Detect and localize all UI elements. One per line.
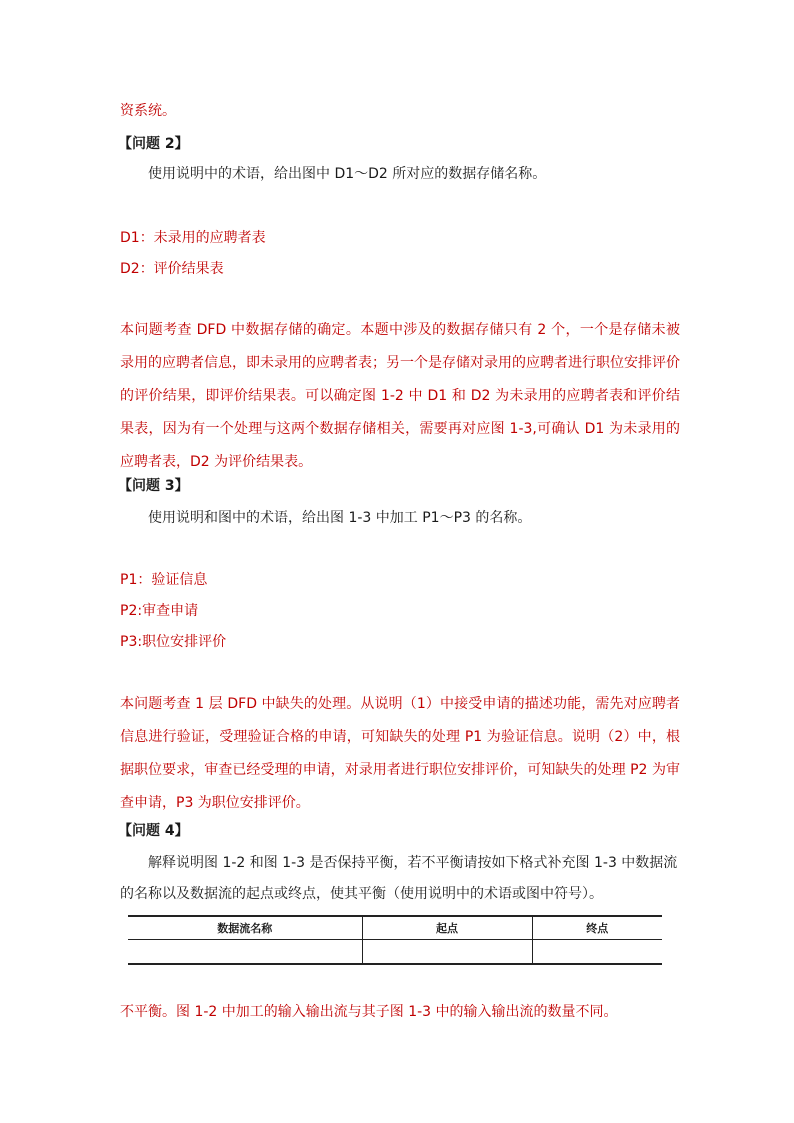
- question-4-text-line1: 解释说明图 1-2 和图 1-3 是否保持平衡，若不平衡请按如下格式补充图 1-3 中数据流: [148, 855, 678, 871]
- question-4-heading: 【问题 4】: [118, 823, 189, 839]
- column-header-start: 起点: [362, 916, 532, 940]
- column-header-flow-name: 数据流名称: [128, 916, 362, 940]
- table-cell: [532, 940, 662, 965]
- table-row: [128, 940, 662, 965]
- answer-3-p2: P2:审查申请: [120, 603, 199, 619]
- table-header-row: [128, 916, 662, 940]
- answer-3-p1: P1：验证信息: [120, 572, 208, 588]
- question-4-text-line2: 的名称以及数据流的起点或终点，使其平衡（使用说明中的术语或图中符号）。: [120, 886, 603, 902]
- column-header-end: 终点: [532, 916, 662, 940]
- explanation-2: 本问题考查 DFD 中数据存储的确定。本题中涉及的数据存储只有 2 个，一个是存储未被录用的应聘者信息，即未录用的应聘者表；另一个是存储对录用的应聘者进行职位安排评价的评价结果，即评价结果表。可以确定图 1-2 中 D1 和 D2 为未录用的应聘者表和评价结果表，因为有一个处理与这两个数据存储相关，需要再对应图 1-3,可确认 D1 为未录用的应聘者表，D2 为评价结果表。: [120, 322, 680, 470]
- answer-3-p3: P3:职位安排评价: [120, 634, 227, 650]
- question-3-heading: 【问题 3】: [118, 478, 189, 494]
- explanation-3: 本问题考查 1 层 DFD 中缺失的处理。从说明（1）中接受申请的描述功能，需先对应聘者信息进行验证，受理验证合格的申请，可知缺失的处理 P1 为验证信息。说明（2）中，根据职位要求，审查已经受理的申请，对录用者进行职位安排评价，可知缺失的处理 P2 为审查申请，P3 为职位安排评价。: [120, 696, 680, 811]
- question-2-text: 使用说明中的术语，给出图中 D1～D2 所对应的数据存储名称。: [148, 166, 547, 182]
- answer-2-d1: D1：未录用的应聘者表: [120, 230, 266, 246]
- data-flow-table: [128, 915, 662, 965]
- answer-2-d2: D2：评价结果表: [120, 261, 224, 277]
- table-cell: [128, 940, 362, 965]
- continued-text: 资系统。: [120, 103, 176, 119]
- answer-4: 不平衡。图 1-2 中加工的输入输出流与其子图 1-3 中的输入输出流的数量不同。: [120, 1004, 618, 1020]
- table-cell: [362, 940, 532, 965]
- question-2-heading: 【问题 2】: [118, 136, 189, 152]
- question-3-text: 使用说明和图中的术语，给出图 1-3 中加工 P1～P3 的名称。: [148, 510, 532, 526]
